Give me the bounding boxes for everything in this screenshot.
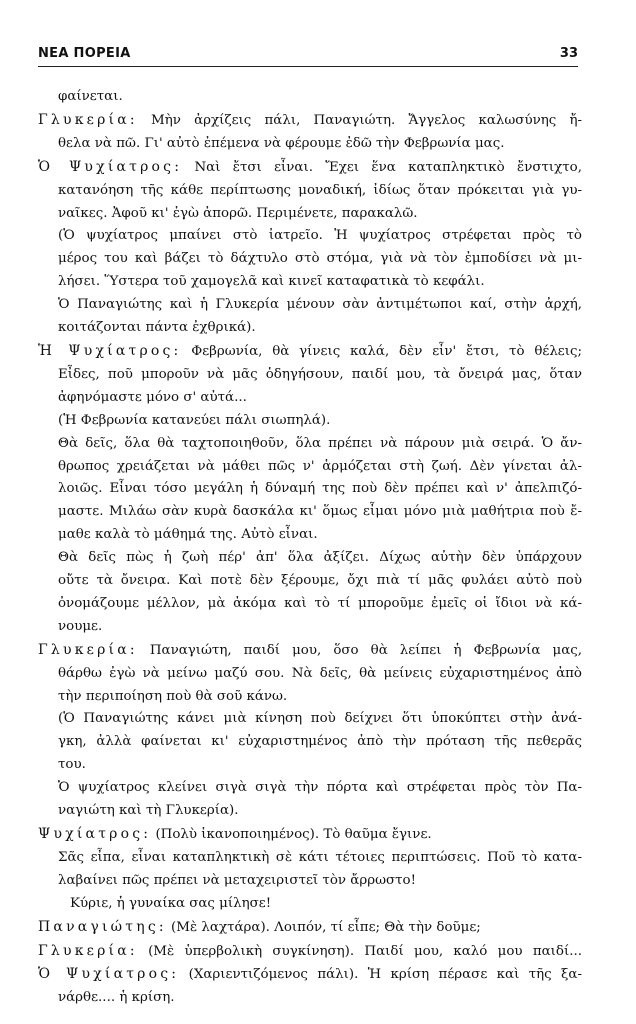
speaker-name: Ὁ Ψυχίατρος: — [38, 158, 183, 175]
text-line — [38, 410, 582, 433]
line-text: Σᾶς εἶπα, εἶναι καταπληκτικὴ σὲ κάτι τέτοιες περιπτώσεις. Ποῦ τὸ κατα- — [58, 849, 582, 865]
line-text: νάρθε.... ἡ κρίση. — [58, 990, 175, 1006]
line-text: νουμε. — [58, 618, 103, 634]
line-text: ὀνομάζουμε μέλλον, μὰ ἀκόμα καὶ τὸ τί μποροῦμε ἐμεῖς οἱ ἴδιοι νὰ κά- — [58, 595, 582, 611]
text-line — [38, 340, 582, 364]
line-text: (Ὁ ψυχίατρος μπαίνει στὸ ἰατρεῖο. Ἡ ψυχίατρος στρέφεται πρὸς τὸ — [58, 228, 582, 244]
text-line — [38, 271, 582, 294]
text-line — [38, 456, 582, 479]
text-line — [38, 433, 582, 456]
text-line — [38, 501, 582, 524]
line-text: του. — [58, 757, 86, 773]
text-line — [38, 294, 582, 317]
line-text: θρωπος χρειάζεται νὰ μάθει πῶς ν' ἁρμόζεται στὴ ζωή. Δὲν γίνεται ἀλ- — [58, 458, 582, 474]
line-text: λήσει. Ὕστερα τοῦ χαμογελᾶ καὶ κινεῖ καταφατικὰ τὸ κεφάλι. — [58, 274, 485, 290]
text-line — [38, 847, 582, 870]
text-line — [38, 86, 582, 109]
text-line — [38, 387, 582, 410]
line-text: Ναὶ ἔτσι εἶναι. Ἔχει ἕνα καταπληκτικὸ ἔνστιχτο, — [182, 159, 582, 175]
page-header — [38, 44, 578, 67]
line-text: Θὰ δεῖς πὼς ἡ ζωὴ πέρ' ἀπ' ὅλα ἀξίζει. Δίχως αὐτὴν δὲν ὑπάρχουν — [58, 550, 582, 566]
speaker-name: Γλυκερία: — [38, 641, 138, 658]
text-line — [38, 133, 582, 156]
line-text: μαθε καλὰ τὸ μάθημά της. Αὐτὸ εἶναι. — [58, 527, 318, 543]
speaker-name: Παναγιώτης: — [38, 918, 167, 935]
speaker-name: Ὁ Ψυχίατρος: — [38, 966, 180, 983]
text-line — [38, 478, 582, 501]
text-line — [38, 708, 582, 731]
speaker-name: Γλυκερία: — [38, 111, 138, 128]
text-line — [38, 686, 582, 709]
line-text: Παναγιώτη, παιδί μου, ὅσο θὰ λείπει ἡ Φεβρωνία μας, — [137, 642, 582, 658]
line-text: κοιτάζονται πάντα ἐχθρικά). — [58, 320, 256, 336]
text-line — [38, 639, 582, 663]
line-text: τὴν περιποίηση ποὺ θὰ σοῦ κάνω. — [58, 688, 288, 704]
text-line — [38, 777, 582, 800]
line-text: φαίνεται. — [58, 89, 123, 104]
line-text: (Ἡ Φεβρωνία κατανεύει πάλι σιωπηλά). — [58, 412, 331, 428]
line-text: (Χαριεντιζόμενος πάλι). Ἡ κρίση πέρασε καὶ τῆς ξα- — [179, 967, 582, 983]
line-text: ναῖκες. Ἀφοῦ κι' ἐγὼ ἀπορῶ. Περιμένετε, παρακαλῶ. — [58, 205, 418, 221]
line-text: θελα νὰ πῶ. Γι' αὐτὸ ἐπέμενα νὰ φέρουμε ἐδῶ τὴν Φεβρωνία μας. — [58, 135, 505, 151]
text-line — [38, 109, 582, 133]
line-text: κατανόηση τῆς κάθε περίπτωσης μοναδική, ἰδίως ὅταν πρόκειται γιὰ γυ- — [58, 182, 582, 198]
line-text: Μὴν ἀρχίζεις πάλι, Παναγιώτη. Ἄγγελος καλωσύνης ἤ- — [137, 112, 582, 128]
text-line — [38, 156, 582, 180]
text-line — [38, 547, 582, 570]
play-text — [38, 86, 582, 1010]
text-line — [38, 570, 582, 593]
line-text: Ὁ ψυχίατρος κλείνει σιγὰ σιγὰ τὴν πόρτα καὶ στρέφεται πρὸς τὸν Πα- — [58, 780, 582, 796]
text-line — [38, 823, 582, 847]
line-text: ναγιώτη καὶ τὴ Γλυκερία). — [58, 803, 239, 819]
speaker-name: Γλυκερία: — [38, 942, 138, 959]
text-line — [38, 593, 582, 616]
line-text: Φεβρωνία, θὰ γίνεις καλά, δὲν εἶν' ἔτσι, τὸ θέλεις; — [181, 343, 582, 359]
text-line — [38, 524, 582, 547]
line-text: θάρθω ἐγὼ νὰ μείνω μαζύ σου. Νὰ δεῖς, θὰ μείνεις εὐχαριστημένος ἀπὸ — [58, 665, 582, 681]
text-line — [38, 616, 582, 639]
text-line — [38, 225, 582, 248]
text-line — [38, 731, 582, 754]
line-text: Θὰ δεῖς, ὅλα θὰ ταχτοποιηθοῦν, ὅλα πρέπει νὰ πάρουν μιὰ σειρά. Ὁ ἄν- — [58, 435, 582, 451]
text-line — [38, 916, 582, 940]
running-title: ΝΕΑ ΠΟΡΕΙΑ — [38, 46, 131, 61]
text-line — [38, 800, 582, 823]
line-text: (Πολὺ ἱκανοποιημένος). Τὸ θαῦμα ἔγινε. — [151, 827, 432, 842]
line-text: λοιῶς. Εἶναι τόσο μεγάλη ἡ δύναμή της ποὺ δὲν πρέπει καὶ ν' ἀπελπιζό- — [58, 481, 582, 497]
speaker-name: Ἡ Ψυχίατρος: — [38, 342, 182, 359]
line-text: Εἶδες, ποῦ μποροῦν νὰ μᾶς ὁδηγήσουν, παιδί μου, τὰ ὄνειρά μας, ὅταν — [58, 366, 582, 382]
text-line — [38, 870, 582, 893]
page-number: 33 — [559, 46, 578, 61]
line-text: λαβαίνει πῶς πρέπει νὰ μεταχειριστεῖ τὸν ἄρρωστο! — [58, 872, 416, 888]
text-line — [38, 940, 582, 964]
text-line — [38, 893, 582, 916]
speaker-name: Ψυχίατρος: — [38, 826, 152, 842]
line-text: οὔτε τὰ ὄνειρα. Καὶ ποτὲ δὲν ξέρουμε, ὄχι πιὰ τί μᾶς φυλάει αὐτὸ ποὺ — [58, 573, 582, 589]
line-text: Ὁ Παναγιώτης καὶ ἡ Γλυκερία μένουν σὰν ἀντιμέτωποι καί, στὴν ἀρχή, — [58, 297, 582, 313]
line-text: (Μὲ ὑπερβολικὴ συγκίνηση). Παιδί μου, καλό μου παιδί... — [137, 943, 582, 959]
text-line — [38, 987, 582, 1010]
text-line — [38, 754, 582, 777]
text-line — [38, 963, 582, 987]
line-text: μέρος του καὶ βάζει τὸ δάχτυλο στὸ στόμα, γιὰ νὰ τὸν ἐμποδίσει νὰ μι- — [58, 251, 582, 267]
line-text: (Ὁ Παναγιώτης κάνει μιὰ κίνηση ποὺ δείχνει ὅτι ὑποκύπτει στὴν ἀνά- — [58, 711, 582, 727]
line-text: μαστε. Μιλάω σὰν κυρὰ δασκάλα κι' ὅμως εἶμαι μόνο μιὰ μαθήτρια ποὺ ἔ- — [58, 504, 582, 520]
line-text: ἀφηνόμαστε μόνο σ' αὐτά... — [58, 389, 247, 405]
text-line — [38, 203, 582, 226]
line-text: Κύριε, ἡ γυναίκα σας μίλησε! — [70, 895, 272, 911]
text-line — [38, 248, 582, 271]
text-line — [38, 317, 582, 340]
line-text: (Μὲ λαχτάρα). Λοιπόν, τί εἶπε; Θὰ τὴν δοῦμε; — [166, 919, 481, 935]
text-line — [38, 180, 582, 203]
text-line — [38, 663, 582, 686]
line-text: γκη, ἀλλὰ φαίνεται κι' εὐχαριστημένος ἀπὸ τὴν πρόταση τῆς πεθερᾶς — [58, 734, 582, 750]
text-line — [38, 364, 582, 387]
